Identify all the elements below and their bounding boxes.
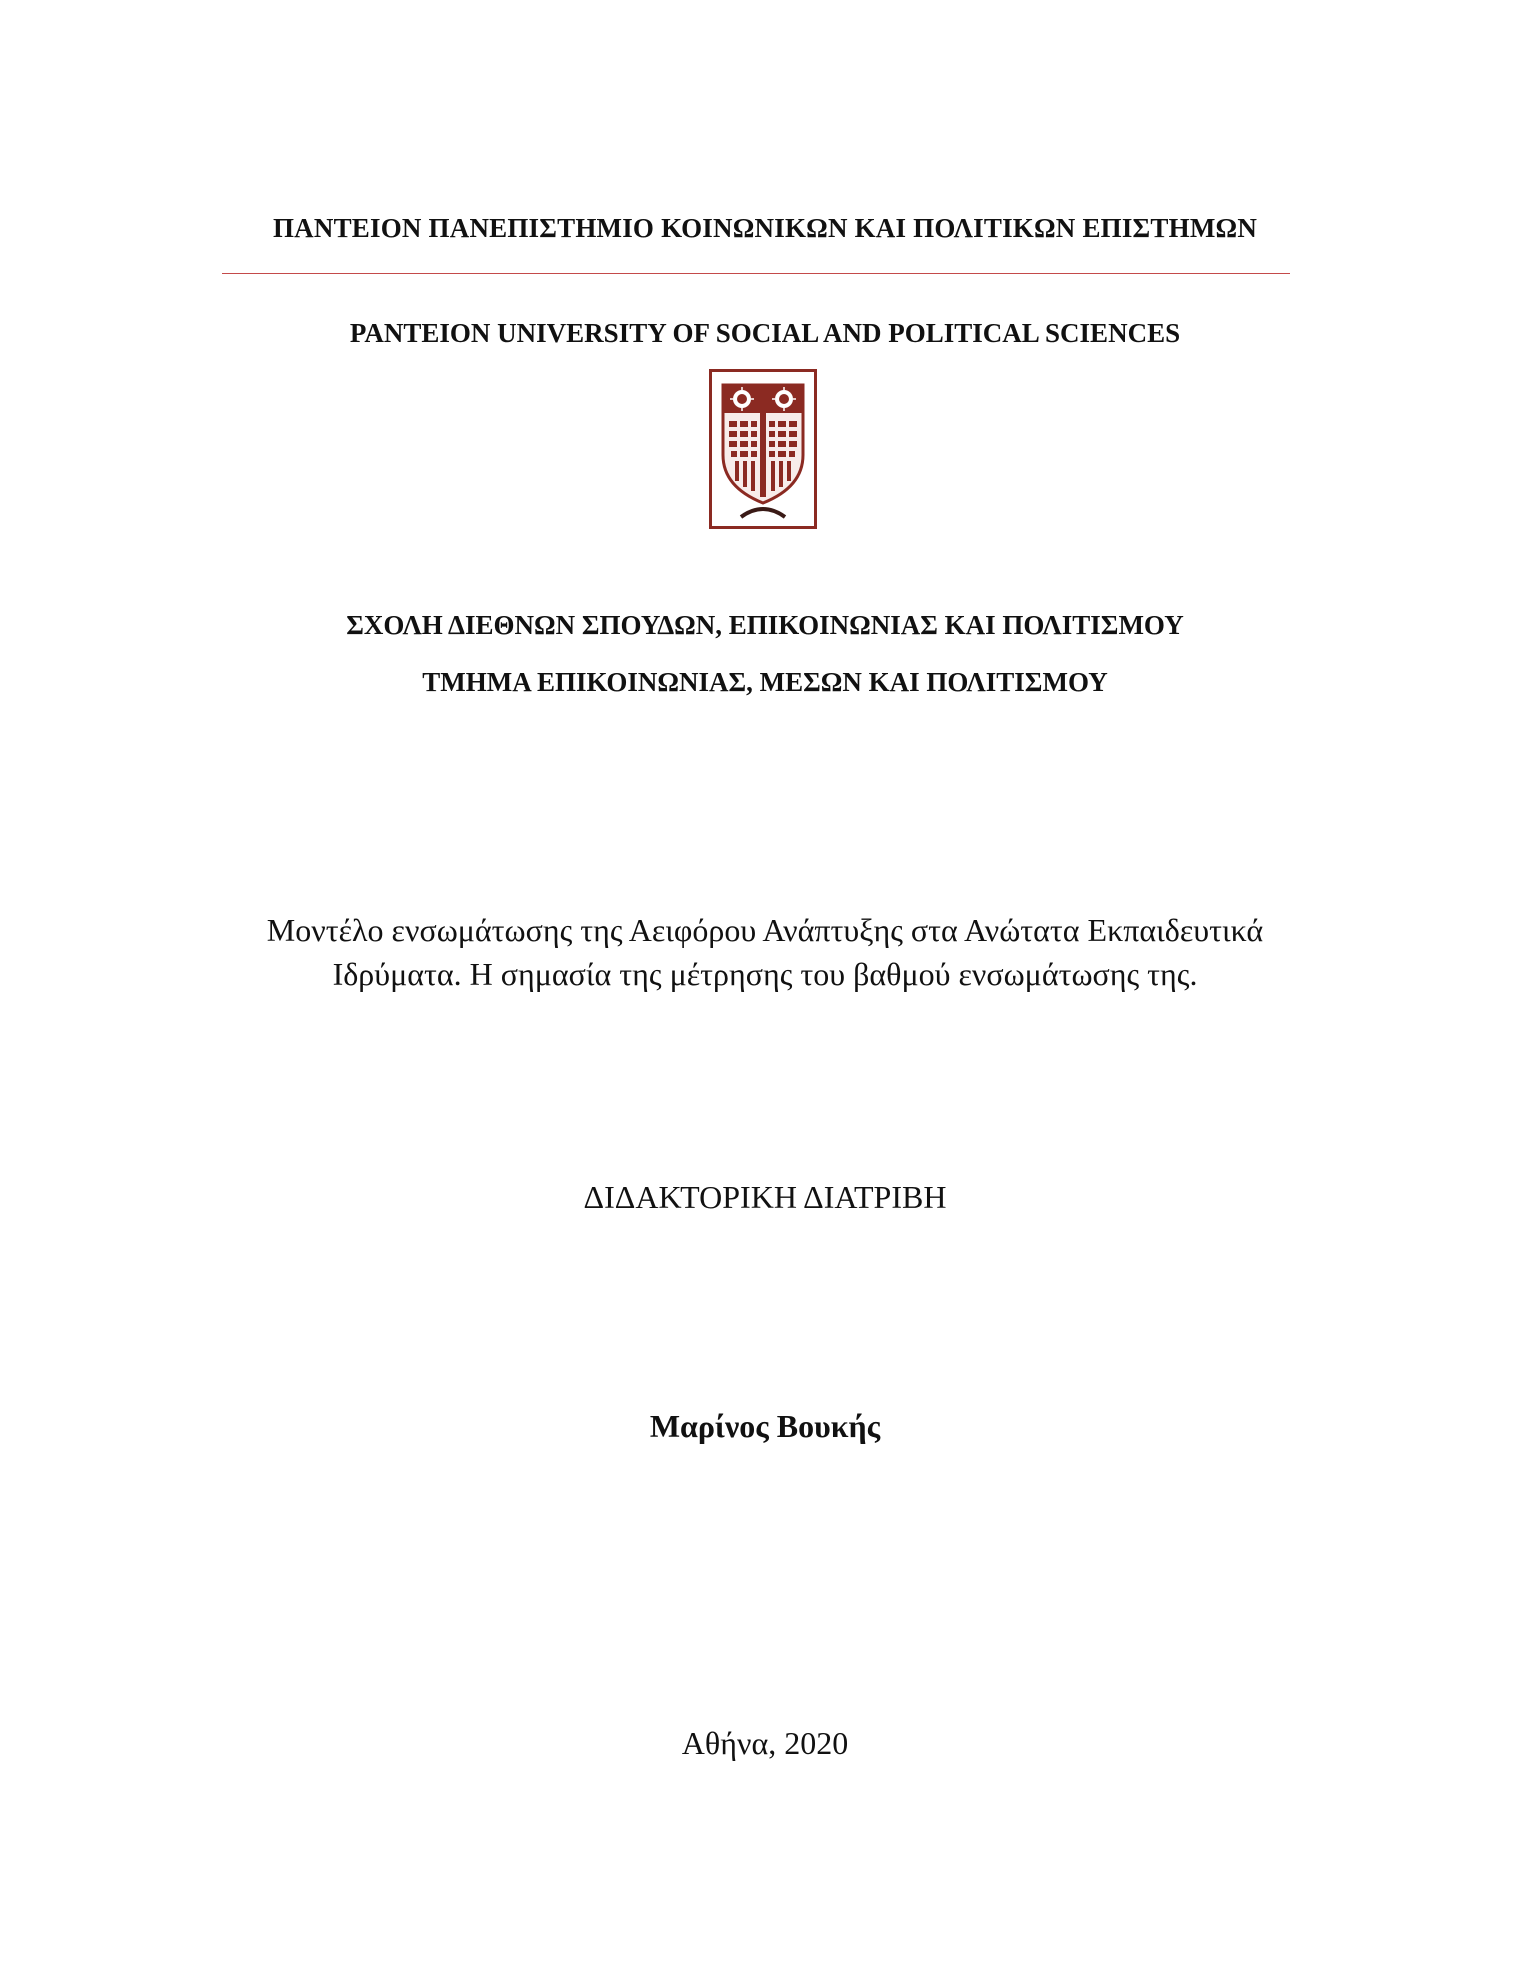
university-name-greek: ΠΑΝΤΕΙΟΝ ΠΑΝΕΠΙΣΤΗΜΙΟ ΚΟΙΝΩΝΙΚΩΝ ΚΑΙ ΠΟΛΙΤΙΚΩΝ ΕΠΙΣΤΗΜΩΝ xyxy=(272,213,1258,243)
school-name: ΣΧΟΛΗ ΔΙΕΘΝΩΝ ΣΠΟΥΔΩΝ, ΕΠΙΚΟΙΝΩΝΙΑΣ ΚΑΙ ΠΟΛΙΤΙΣΜΟΥ xyxy=(346,610,1184,640)
department-name: ΤΜΗΜΑ ΕΠΙΚΟΙΝΩΝΙΑΣ, ΜΕΣΩΝ ΚΑΙ ΠΟΛΙΤΙΣΜΟΥ xyxy=(422,667,1108,697)
thesis-title-line-1: Μοντέλο ενσωμάτωσης της Αειφόρου Ανάπτυξης στα Ανώτατα Εκπαιδευτικά xyxy=(266,912,1264,948)
thesis-title-line-2: Ιδρύματα. Η σημασία της μέτρησης του βαθμού ενσωμάτωσης της. xyxy=(332,956,1198,992)
university-emblem-icon xyxy=(709,369,817,529)
author-name: Μαρίνος Βουκής xyxy=(649,1408,881,1444)
header-divider xyxy=(222,273,1290,274)
university-name-english: PANTEION UNIVERSITY OF SOCIAL AND POLITICAL SCIENCES xyxy=(349,318,1181,348)
document-type: ΔΙΔΑΚΤΟΡΙΚΗ ΔΙΑΤΡΙΒΗ xyxy=(583,1179,947,1215)
place-and-date: Αθήνα, 2020 xyxy=(681,1725,849,1761)
